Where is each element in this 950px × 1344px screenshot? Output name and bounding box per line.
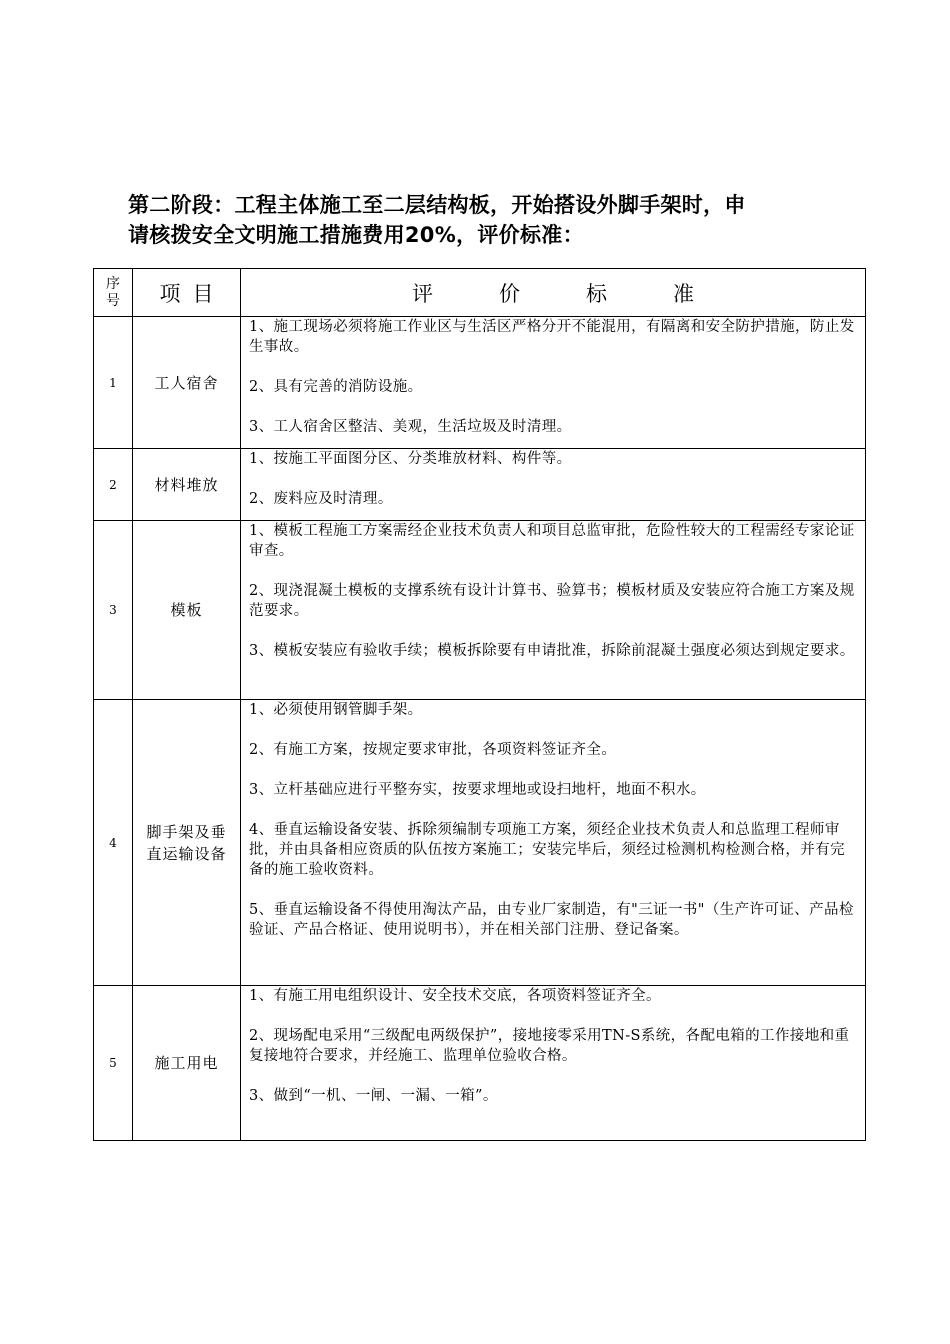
table-row xyxy=(94,521,866,700)
row-item xyxy=(133,521,241,700)
heading-line-2: 请核拨安全文明施工措施费用20%，评价标准： xyxy=(128,223,584,247)
row-criteria xyxy=(241,521,866,700)
row-item-label: 材料堆放 xyxy=(154,475,219,494)
row-criteria xyxy=(241,986,866,1141)
criterion-item: 3、工人宿舍区整洁、美观，生活垃圾及时清理。 xyxy=(249,419,572,435)
table-header-row xyxy=(94,269,866,317)
row-criteria xyxy=(241,700,866,986)
table-row xyxy=(94,317,866,449)
criterion-item: 1、施工现场必须将施工作业区与生活区严格分开不能混用，有隔离和安全防护措施，防止发生事故。 xyxy=(249,319,855,355)
row-criteria xyxy=(241,317,866,449)
criterion-item: 2、现浇混凝土模板的支撑系统有设计计算书、验算书；模板材质及安装应符合施工方案及规范要求。 xyxy=(249,583,855,619)
row-number: 1 xyxy=(94,317,133,449)
row-number: 2 xyxy=(94,449,133,521)
row-criteria xyxy=(241,449,866,521)
criterion-item: 1、必须使用钢管脚手架。 xyxy=(249,702,423,718)
criterion-item: 1、有施工用电组织设计、安全技术交底，各项资料签证齐全。 xyxy=(249,988,661,1004)
criterion-item: 4、垂直运输设备安装、拆除须编制专项施工方案，须经企业技术负责人和总监理工程师审批，并由具备相应资质的队伍按方案施工；安装完毕后，须经过检测机构检测合格，并有完备的施工验收资料。 xyxy=(249,822,845,878)
criterion-item: 2、废料应及时清理。 xyxy=(249,491,393,507)
document-heading xyxy=(128,190,848,250)
row-item xyxy=(133,317,241,449)
table-row xyxy=(94,449,866,521)
criterion-item: 3、立杆基础应进行平整夯实，按要求埋地或设扫地杆，地面不积水。 xyxy=(249,782,706,798)
row-item-label: 工人宿舍 xyxy=(154,373,219,392)
table-row xyxy=(94,986,866,1141)
criterion-item: 1、按施工平面图分区、分类堆放材料、构件等。 xyxy=(249,451,572,467)
row-item xyxy=(133,986,241,1141)
table-row xyxy=(94,700,866,986)
evaluation-table xyxy=(93,268,866,1141)
row-number: 5 xyxy=(94,986,133,1141)
criterion-item: 5、垂直运输设备不得使用淘汰产品，由专业厂家制造，有"三证一书"（生产许可证、产品检验证、产品合格证、使用说明书），并在相关部门注册、登记备案。 xyxy=(249,902,854,938)
criterion-item: 2、具有完善的消防设施。 xyxy=(249,379,423,395)
header-no xyxy=(94,269,133,317)
row-number: 3 xyxy=(94,521,133,700)
row-item xyxy=(133,700,241,986)
criterion-item: 3、做到“一机、一闸、一漏、一箱”。 xyxy=(249,1088,498,1104)
header-no-label: 序号 xyxy=(106,275,120,309)
criterion-item: 3、模板安装应有验收手续；模板拆除要有申请批准，拆除前混凝土强度必须达到规定要求。 xyxy=(249,643,855,659)
row-item xyxy=(133,449,241,521)
header-item: 项目 xyxy=(133,269,241,317)
criterion-item: 1、模板工程施工方案需经企业技术负责人和项目总监审批，危险性较大的工程需经专家论证审查。 xyxy=(249,523,855,559)
heading-line-1: 第二阶段：工程主体施工至二层结构板，开始搭设外脚手架时，申 xyxy=(128,193,746,217)
row-item-label: 模板 xyxy=(170,601,203,619)
criterion-item: 2、有施工方案，按规定要求审批，各项资料签证齐全。 xyxy=(249,742,617,758)
row-item-label: 施工用电 xyxy=(154,1054,219,1072)
header-standard: 评价标准 xyxy=(241,269,866,317)
criterion-item: 2、现场配电采用“三级配电两级保护”，接地接零采用TN-S系统，各配电箱的工作接地和重复接地符合要求，并经施工、监理单位验收合格。 xyxy=(249,1028,850,1064)
row-item-label: 脚手架及垂直运输设备 xyxy=(146,822,227,863)
row-number: 4 xyxy=(94,700,133,986)
